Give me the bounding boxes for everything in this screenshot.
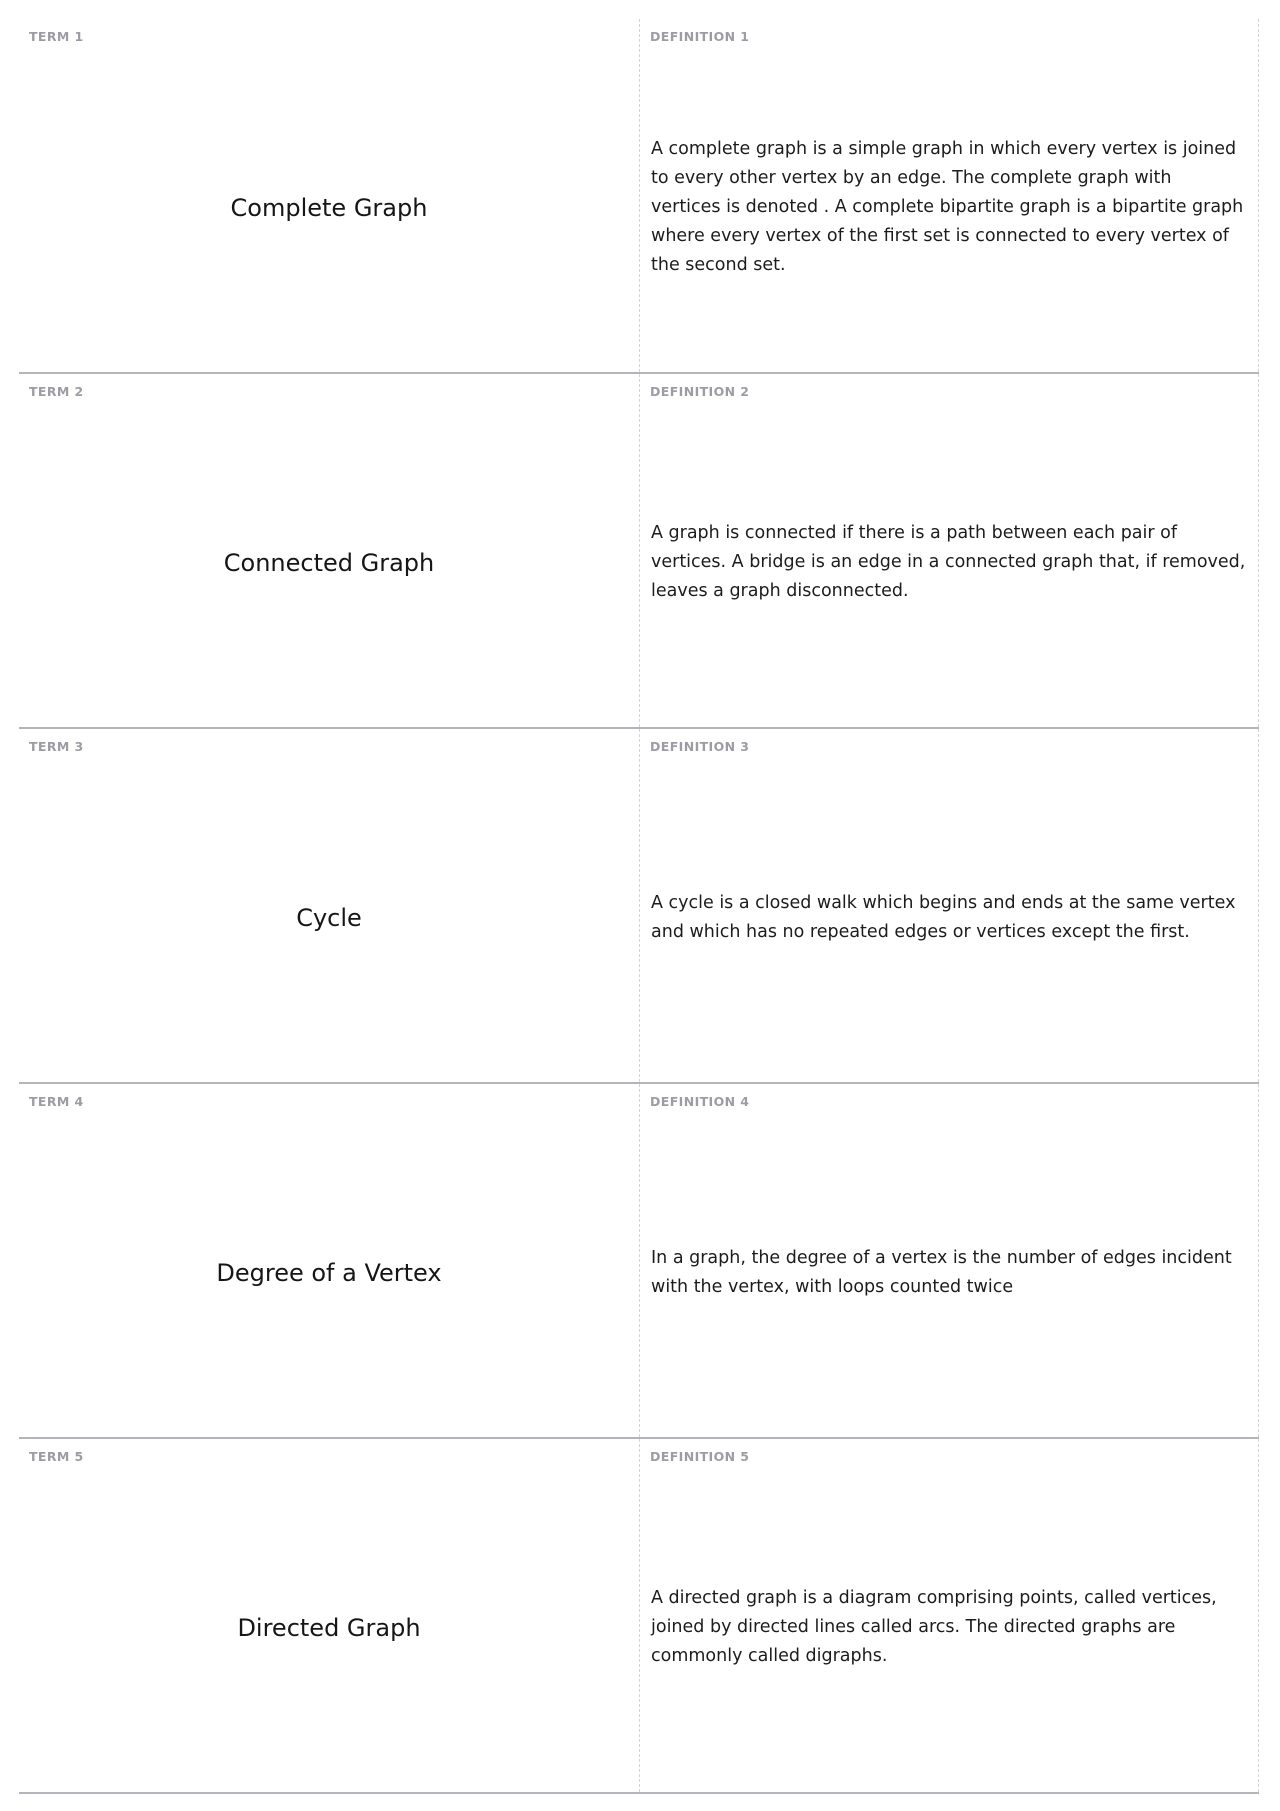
flashcard-3 (19, 729, 1259, 1084)
definition-text: A directed graph is a diagram comprising points, called vertices, joined by directed lines called arcs. The directed graphs are commonly called digraphs. (651, 1588, 1217, 1666)
term-panel (19, 1439, 640, 1792)
term-label: TERM 3 (29, 739, 84, 754)
term-text: Complete Graph (230, 193, 428, 222)
definition-text: A complete graph is a simple graph in which every vertex is joined to every other vertex by an edge. The complete graph with vertices is denoted . A complete bipartite graph is a bipartite graph where every vertex of the first set is connected to every vertex of the second set. (651, 139, 1244, 275)
definition-label: DEFINITION 4 (650, 1094, 750, 1109)
flashcard-4 (19, 1084, 1259, 1439)
term-panel (19, 19, 640, 372)
term-text: Cycle (296, 903, 362, 932)
term-panel (19, 1084, 640, 1437)
term-label: TERM 5 (29, 1449, 84, 1464)
definition-panel (640, 374, 1259, 727)
term-label: TERM 2 (29, 384, 84, 399)
term-panel (19, 729, 640, 1082)
definition-label: DEFINITION 3 (650, 739, 750, 754)
definition-text: A graph is connected if there is a path between each pair of vertices. A bridge is an edge in a connected graph that, if removed, leaves a graph disconnected. (651, 523, 1246, 601)
definition-panel (640, 1084, 1259, 1437)
flashcard-2 (19, 374, 1259, 729)
term-panel (19, 374, 640, 727)
definition-label: DEFINITION 5 (650, 1449, 750, 1464)
flashcard-1 (19, 19, 1259, 374)
flashcard-sheet (19, 19, 1259, 1794)
definition-text: A cycle is a closed walk which begins and ends at the same vertex and which has no repeated edges or vertices except the first. (651, 892, 1236, 942)
definition-text: In a graph, the degree of a vertex is the number of edges incident with the vertex, with loops counted twice (651, 1247, 1232, 1297)
definition-panel (640, 19, 1259, 372)
definition-label: DEFINITION 2 (650, 384, 750, 399)
flashcard-5 (19, 1439, 1259, 1794)
term-text: Directed Graph (237, 1613, 421, 1642)
term-label: TERM 1 (29, 29, 84, 44)
definition-label: DEFINITION 1 (650, 29, 750, 44)
definition-panel (640, 729, 1259, 1082)
term-text: Connected Graph (223, 548, 435, 577)
definition-panel (640, 1439, 1259, 1792)
term-label: TERM 4 (29, 1094, 84, 1109)
term-text: Degree of a Vertex (216, 1258, 442, 1287)
